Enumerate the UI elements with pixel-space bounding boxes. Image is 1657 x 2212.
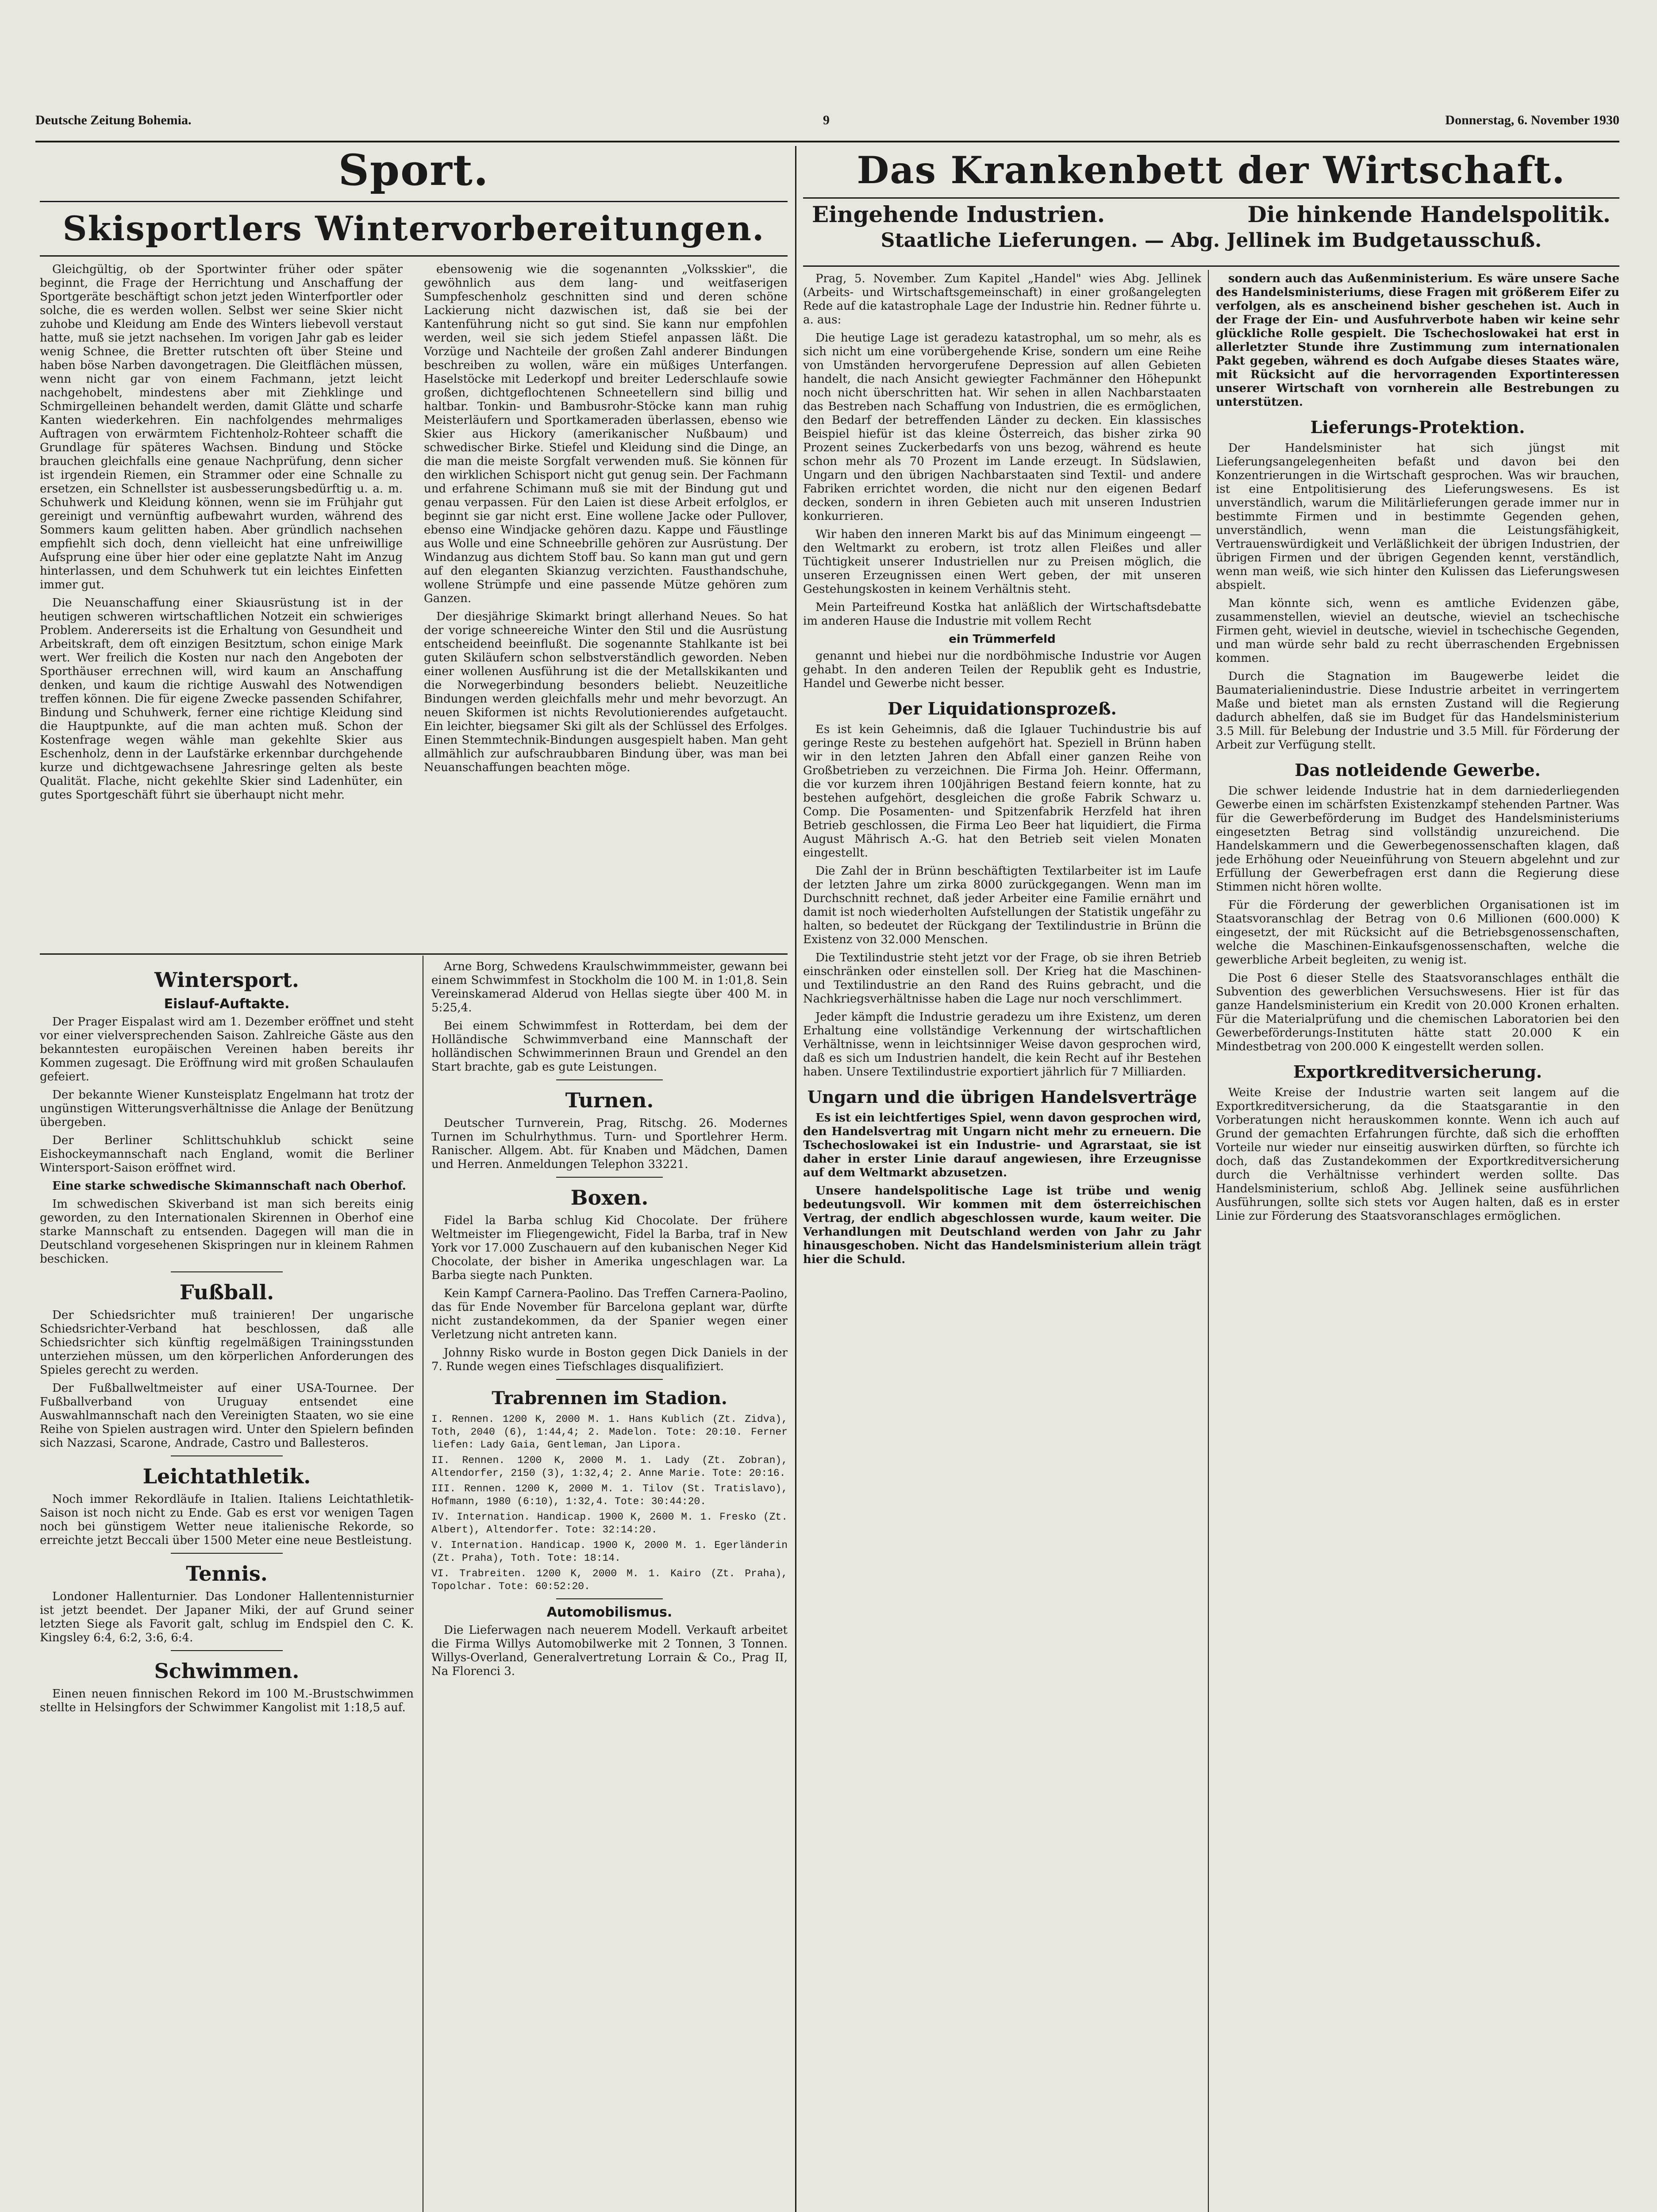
paragraph: Die Textilindustrie steht jetzt vor der Frage, ob sie ihren Betrieb einschränken oder einstellen soll. Der Krieg hat die Maschinen- und Textilindustrie an den Rand des Ruins gebracht, und die Nachkriegsverhältnisse haben die Lage nur noch verschlimmert. <box>803 951 1201 1006</box>
paragraph: Die Post 6 dieser Stelle des Staatsvoranschlages enthält die Subvention des gewerblichen Versuchswesens. Hier ist für das ganze Handelsministerium ein Kredit von 20.000 Kronen erhalten. Für die Materialprüfung und die chemischen Laboratorien bei den Gewerbeförderungs-Instituten hätte statt 20.000 K ein Mindestbetrag von 200.000 K eingestellt werden sollen. <box>1216 972 1619 1053</box>
paragraph: Arne Borg, Schwedens Kraulschwimmmeister, gewann bei einem Schwimmfest in Stockholm die 100 M. in 1:01,8. Sein Vereinskamerad Alderud von Hellas siegte über 400 M. in 5:25,4. <box>431 960 788 1014</box>
gewerbe-subtitle: Das notleidende Gewerbe. <box>1295 760 1541 780</box>
paragraph: Deutscher Turnverein, Prag, Ritschg. 26. Modernes Turnen im Schulrhythmus. Turn- und Sportlehrer Herm. Ranischer. Allgem. Abt. für Knaben und Mädchen, Damen und Herren. Anmeldungen Telephon 33221. <box>431 1117 788 1171</box>
wirtschaft-header-rule <box>803 265 1619 267</box>
column-divider-wirtschaft <box>1208 270 1209 2212</box>
paragraph: Gleichgültig, ob der Sportwinter früher oder später beginnt, die Frage der Herrichtung und Anschaffung der Sportgeräte beschäftigt schon jetzt jeden Winterfportler oder solche, die es werden wollen. Selbst wer seine Skier nicht zuhobe und Kleidung am Ende des Winters liebevoll verstaut hatte, muß sie jetzt nachsehen. Im vorigen Jahr gab es leider wenig Schnee, die Bretter rutschten oft über Steine und haben böse Narben davongetragen. Die Gleitflächen müssen, wenn nicht gar von einem Fachmann, jetzt leicht nachgehobelt, mindestens aber mit Ziehklinge und Schmirgelleinen behandelt werden, damit Glätte und scharfe Kanten wiederkehren. Ein nachfolgendes mehrmaliges Auftragen von erwärmtem Fichtenholz-Rohteer schafft die Grundlage für späteres Wachsen. Bindung und Stöcke brauchen gleichfalls eine genaue Nachprüfung, denn sicher ist irgendein Riemen, ein Strammer oder eine Schnalle zu ersetzen, ein Schnellster ist ausbesserungsbedürftig u. a. m. Schuhwerk und Kleidung können, wenn sie im Frühjahr gut gereinigt und vernünftig aufbewahrt wurden, während des Sommers kaum gelitten haben. Aber gründlich nachsehen empfiehlt sich doch, denn vielleicht hat eine unfreiwillige Aufsprung eine über hier oder eine geplatzte Naht im Anzug hinterlassen, und dem Schuhwerk tut ein leichtes Einfetten immer gut. <box>40 263 403 591</box>
fussball-title: Fußball. <box>179 1280 274 1304</box>
paragraph: Noch immer Rekordläufe in Italien. Italiens Leichtathletik-Saison ist noch nicht zu Ende. Gab es erst vor wenigen Tagen noch bei günstigem Wetter neue italienische Rekorde, so erreichte jetzt Beccali über 1500 Meter eine neue Bestleistung. <box>40 1493 414 1547</box>
race-result-line: VI. Trabreiten. 1200 K, 2000 M. 1. Kairo (Zt. Praha), Topolchar. Tote: 60:52:20. <box>431 1568 788 1592</box>
paragraph: Es ist kein Geheimnis, daß die Iglauer Tuchindustrie bis auf geringe Reste zu bestehen aufgehört hat. Speziell in Brünn haben wir in den letzten Jahren den Abfall einer ganzen Reihe von Großbetrieben zu verzeichnen. Die Firma Joh. Heinr. Offermann, die vor kurzem ihren 100jährigen Bestand feiern konnte, hat zu bestehen aufgehört, desgleichen die große Fabrik Schwarz u. Comp. Die Posamenten- und Spitzenfabrik Herzfeld hat ihren Betrieb geschlossen, die Firma Leo Beer hat liquidiert, die Firma August Mährisch A.-G. hat den Betrieb seit vielen Monaten eingestellt. <box>803 723 1201 860</box>
paragraph: Einen neuen finnischen Rekord im 100 M.-Brustschwimmen stellte in Helsingfors der Schwimmer Kangolist mit 1:18,5 auf. <box>40 1687 414 1714</box>
sport-article-col1 <box>40 263 403 926</box>
liquidation-subtitle: Der Liquidationsprozeß. <box>888 699 1117 718</box>
paragraph: sondern auch das Außenministerium. Es wäre unsere Sache des Handelsministeriums, diese Fragen mit größerem Eifer zu verfolgen, als es anscheinend bisher geschehen ist. Auch in der Frage der Ein- und Ausfuhrverbote haben wir keine sehr glückliche Rolle gespielt. Die Tschechoslowakei hat erst in allerletzter Stunde ihre Zustimmung zum internationalen Pakt gegeben, während es doch Aufgabe dieses Staates wäre, mit Rücksicht auf die hervorragenden Exportinteressen unserer Wirtschaft von vornherein alle Bestrebungen zu unterstützen. <box>1216 272 1619 409</box>
ungarn-subtitle: Ungarn und die übrigen Handelsverträge <box>807 1087 1197 1107</box>
paragraph: Der Berliner Schlittschuhklub schickt seine Eishockeymannschaft nach England, womit die Berliner Wintersport-Saison eröffnet wird. <box>40 1134 414 1175</box>
race-result-line: II. Rennen. 1200 K, 2000 M. 1. Lady (Zt. Zobran), Altendorfer, 2150 (3), 1:32,4; 2. Anne Marie. Tote: 20:16. <box>431 1455 788 1479</box>
paragraph: Kein Kampf Carnera-Paolino. Das Treffen Carnera-Paolino, das für Ende November für Barcelona geplant war, dürfte nicht zustandekommen, da der Spanier wegen einer Verletzung nicht antreten kann. <box>431 1287 788 1341</box>
wirtschaft-right-column <box>1216 272 1619 2212</box>
paragraph: Im schwedischen Skiverband ist man sich bereits einig geworden, zu den Internationalen Skirennen in Oberhof eine starke Mannschaft zu entsenden. Dagegen will man die in Deutschland vorgesehenen Skispringen nur in kleinem Rahmen beschicken. <box>40 1198 414 1266</box>
tennis-title: Tennis. <box>186 1562 268 1586</box>
header-rule <box>35 141 1619 142</box>
wirtschaft-header <box>803 146 1619 270</box>
paragraph: Bei einem Schwimmfest in Rotterdam, bei dem der Holländische Schwimmverband eine Mannschaft der holländischen Schwimmerinnen Braun und Grendel an den Start brachte, gab es gute Leistungen. <box>431 1019 788 1074</box>
sport-article-rule <box>40 953 788 955</box>
truemmerfeld-phrase: ein Trümmerfeld <box>949 633 1056 646</box>
paragraph: Prag, 5. November. Zum Kapitel „Handel" wies Abg. Jellinek (Arbeits- und Wirtschaftsgemeinschaft) in einer großangelegten Rede auf die katastrophale Lage der Industrie hin. Redner führte u. a. aus: <box>803 272 1201 326</box>
boxen-title: Boxen. <box>570 1186 649 1210</box>
wirtschaft-section-title: Das Krankenbett der Wirtschaft. <box>857 148 1566 192</box>
paragraph: Es ist ein leichtfertiges Spiel, wenn davon gesprochen wird, den Handelsvertrag mit Ungarn nicht mehr zu erneuern. Die Tschechoslowakei ist ein Industrie- und Agrarstaat, sie ist daher in erster Linie darauf angewiesen, ihre Erzeugnisse auf dem Weltmarkt abzusetzen. <box>803 1111 1201 1179</box>
turnen-title: Turnen. <box>565 1088 654 1112</box>
eislauf-subtitle: Eislauf-Auftakte. <box>164 996 290 1012</box>
paragraph: Durch die Stagnation im Baugewerbe leidet die Baumaterialienindustrie. Diese Industrie arbeitet in verringertem Maße und bietet man als ernsten Zustand will die Regierung dadurch abhelfen, daß sie im Budget für das Handelsministerium 3.5 Mill. für Belebung der Industrie und 3.5 Mill. für Förderung der Arbeit zur Verfügung stellt. <box>1216 670 1619 752</box>
sport-article-col2 <box>424 263 788 926</box>
date-line: Donnerstag, 6. November 1930 <box>1445 113 1619 127</box>
sport-main-headline: Skisportlers Wintervorbereitungen. <box>62 209 765 248</box>
paragraph: Die heutige Lage ist geradezu katastrophal, um so mehr, als es sich nicht um eine vorübergehende Krise, sondern um eine Reihe von Umständen hervorgerufene Depression auf allen Gebieten handelt, die nach Ansicht gewiegter Fachmänner den Höhepunkt noch nicht überschritten hat. Wir sehen in allen Nachbarstaaten das Bestreben nach Schaffung von Industrien, die es ermöglichen, den Bedarf der betreffenden Länder zu decken. Ein klassisches Beispiel hiefür ist das kleine Österreich, das bisher zirka 90 Prozent seines Zuckerbedarfs von uns bezog, während es heute schon mehr als 70 Prozent im Lande erzeugt. In Südslawien, Ungarn und den übrigen Nachbarstaaten sind Textil- und andere Fabriken errichtet worden, die nicht nur den eigenen Bedarf decken, sondern in ihren Gebieten auch mit unseren Industrien konkurrieren. <box>803 331 1201 523</box>
paragraph: Der diesjährige Skimarkt bringt allerhand Neues. So hat der vorige schneereiche Winter den Stil und die Ausrüstung entscheidend beeinflußt. Die sogenannte Stahlkante ist bei guten Skiläufern schon selbstverständlich geworden. Neben einer wollenen Ausführung ist die der Metallskikanten und die Norwegerbindung besonders beliebt. Neuzeitliche Bindungen werden gleichfalls mehr und mehr bevorzugt. An neuen Skiformen ist nichts Revolutionierendes aufgetaucht. Ein leichter, biegsamer Ski gilt als der Schlüssel des Erfolges. Einen Stemmtechnik-Bindungen ausgespielt haben. Man geht allmählich zur aufschraubbaren Bindung über, was man bei Neuanschaffungen beachten möge. <box>424 610 788 774</box>
ski-subtitle: Eine starke schwedische Skimannschaft nach Oberhof. <box>52 1179 406 1193</box>
paragraph: Wir haben den inneren Markt bis auf das Minimum eingeengt — den Weltmarkt zu erobern, ist trotz allen Fleißes und aller Tüchtigkeit unserer Industriellen nur zu Preisen möglich, die unseren Erzeugnissen einen Wert geben, der mit unseren Gestehungskosten in keinem Verhältnis steht. <box>803 528 1201 596</box>
divider <box>171 1650 283 1651</box>
paragraph: Londoner Hallenturnier. Das Londoner Hallentennisturnier ist jetzt beendet. Der Japaner Miki, der auf Grund seiner letzten Siege als Favorit galt, schlug im Endspiel den C. K. Kingsley 6:4, 6:2, 3:6, 6:4. <box>40 1590 414 1644</box>
sport-title-rule <box>40 201 788 202</box>
export-subtitle: Exportkreditversicherung. <box>1293 1062 1542 1082</box>
divider <box>556 1177 663 1178</box>
page-number: 9 <box>823 113 830 127</box>
race-result-line: V. Internation. Handicap. 1900 K, 2000 M. 1. Egerländerin (Zt. Praha), Toth. Tote: 18:14. <box>431 1540 788 1564</box>
divider <box>171 1553 283 1554</box>
wirtschaft-headline-right: Die hinkende Handelspolitik. <box>1247 201 1611 227</box>
paragraph: Der Prager Eispalast wird am 1. Dezember eröffnet und steht vor einer vielversprechenden Saison. Zahlreiche Gäste aus den bekanntesten europäischen Vereinen haben bereits ihr Kommen zugesagt. Die Eröffnung wird mit großen Schaulaufen gefeiert. <box>40 1015 414 1083</box>
divider <box>171 1455 283 1456</box>
paragraph: Die Zahl der in Brünn beschäftigten Textilarbeiter ist im Laufe der letzten Jahre um zirka 8000 zurückgegangen. Wenn man im Durchschnitt rechnet, daß jeder Arbeiter eine Familie ernährt und damit ist noch wiederholten Aufstellungen der Statistik ungefähr zu halten, so bedeutet der Rückgang der Textilindustrie in Brünn die Existenz von 32.000 Menschen. <box>803 864 1201 946</box>
sport-headline-rule <box>40 255 788 257</box>
masthead: Deutsche Zeitung Bohemia. <box>35 113 192 127</box>
wirtschaft-left-column <box>803 272 1201 2212</box>
paragraph: Der Fußballweltmeister auf einer USA-Tournee. Der Fußballverband von Uruguay entsendet eine Auswahlmannschaft nach den Vereinigten Staaten, wo sie eine Reihe von Spielen austragen wird. Unter den Spielern befinden sich Nazzasi, Scarone, Andrade, Castro und Ballesteros. <box>40 1382 414 1450</box>
sport-right-column <box>431 960 788 2212</box>
sport-left-column <box>40 960 414 2212</box>
lieferungs-subtitle: Lieferungs-Protektion. <box>1310 417 1525 437</box>
paragraph: Fidel la Barba schlug Kid Chocolate. Der frühere Weltmeister im Fliegengewicht, Fidel la Barba, traf in New York vor 17.000 Zuschauern auf den kubanischen Neger Kid Chocolate, der bisher in Amerika ungeschlagen war. La Barba siegte nach Punkten. <box>431 1214 788 1282</box>
paragraph: Der Handelsminister hat sich jüngst mit Lieferungsangelegenheiten befaßt und davon bei den Konzentrierungen in die Wirtschaft gesprochen. Was wir brauchen, ist eine Entpolitisierung des Lieferungswesens. Es ist unverständlich, warum die Militärlieferungen gerade immer nur in bestimmte Firmen und in bestimmte Gegenden gehen, unverständlich, wenn man die Leistungsfähigkeit, Vertrauenswürdigkeit und Verläßlichkeit der übrigen Industrien, der übrigen Firmen und der übrigen Gegenden kennt, verständlich, wenn man weiß, wie sich hinter den Kulissen das Lieferungswesen abspielt. <box>1216 442 1619 592</box>
paragraph: Der Schiedsrichter muß trainieren! Der ungarische Schiedsrichter-Verband hat beschlossen, daß alle Schiedsrichter sich künftig regelmäßigen Trainingsstunden unterziehen müssen, um den körperlichen Anforderungen des Spieles gerecht zu werden. <box>40 1309 414 1377</box>
divider <box>556 1079 663 1080</box>
race-result-line: IV. Internation. Handicap. 1900 K, 2600 M. 1. Fresko (Zt. Albert), Altendorfer. Tote: 32:14:20. <box>431 1511 788 1536</box>
paragraph: genannt und hiebei nur die nordböhmische Industrie vor Augen gehabt. In den anderen Teilen der Republik geht es Industrie, Handel und Gewerbe nicht besser. <box>803 649 1201 690</box>
wirtschaft-headline-left: Eingehende Industrien. <box>812 201 1105 227</box>
paragraph: Die schwer leidende Industrie hat in dem darniederliegenden Gewerbe einen im schärfsten Existenzkampf stehenden Partner. Was für die Gewerbeförderung im Budget des Handelsministeriums eingesetzten Betrag sind vollständig unzureichend. Die Handelskammern und die Gewerbegenossenschaften klagen, daß jede Erhöhung oder Neueinführung von Steuern abgelehnt und zur Erfüllung der Gewerbefragen erst dann die Regierung diese Stimmen nicht hören wollte. <box>1216 784 1619 894</box>
column-divider-main <box>795 146 796 2212</box>
paragraph: Die Lieferwagen nach neuerem Modell. Verkauft arbeitet die Firma Willys Automobilwerke mit 2 Tonnen, 3 Tonnen. Willys-Overland, Generalvertretung Lorrain & Co., Prag II, Na Florenci 3. <box>431 1624 788 1678</box>
wirtschaft-headline-line2: Staatliche Lieferungen. — Abg. Jellinek im Budgetausschuß. <box>880 229 1542 252</box>
paragraph: Die Neuanschaffung einer Skiausrüstung ist in der heutigen schweren wirtschaftlichen Notzeit ein schwieriges Problem. Andererseits ist die Erhaltung von Gesundheit und Arbeitskraft, dem oft einzigen Besitztum, schon einige Mark wert. Wer freilich die Kosten nur nach den Angeboten der Sporthäuser errechnen will, wird kaum an Anschaffung denken, und kaum die richtige Auswahl des Notwendigen treffen können. Die für eigene Zwecke passenden Schifahrer, Bindung und Schuhwerk, ferner eine richtige Kleidung sind die Hauptpunkte, auf die man achten muß. Schon der Kostenfrage wegen wähle man gekehlte Skier aus Eschenholz, denn in der Laufstärke erkennbar durchgehende kurze und dichtgewachsene Jahresringe gelten als beste Qualität. Flache, nicht gekehlte Skier sind Ladenhüter, ein gutes Sportgeschäft führt sie überhaupt nicht mehr. <box>40 596 403 802</box>
sport-section-title: Sport. <box>338 146 489 195</box>
divider <box>556 1379 663 1380</box>
trabrennen-title: Trabrennen im Stadion. <box>492 1388 727 1409</box>
paragraph: Mein Parteifreund Kostka hat anläßlich der Wirtschaftsdebatte im anderen Hause die Industrie mit vollem Recht <box>803 601 1201 628</box>
paragraph: Der bekannte Wiener Kunsteisplatz Engelmann hat trotz der ungünstigen Witterungsverhältnisse die Anlage der Benützung übergeben. <box>40 1088 414 1129</box>
automobil-title: Automobilismus. <box>546 1605 673 1620</box>
paragraph: Für die Förderung der gewerblichen Organisationen ist im Staatsvoranschlag der Betrag von 0.6 Millionen (600.000) K eingesetzt, der mit Rücksicht auf die Betriebsgenossenschaften, welche die Maschinen-Einkaufsgenossenschaften, welche die gewerbliche Arbeit begleiten, zu wenig ist. <box>1216 899 1619 967</box>
divider <box>171 1271 283 1272</box>
schwimmen-title: Schwimmen. <box>154 1659 300 1683</box>
sport-section <box>40 146 788 956</box>
paragraph: Jeder kämpft die Industrie geradezu um ihre Existenz, um deren Erhaltung eine vollständige Verkennung der wirtschaftlichen Verhältnisse, wenn in leichtsinniger Weise davon gesprochen wird, daß es sich um Industrien handelt, die kein Recht auf ihr Bestehen haben. Unsere Textilindustrie exportiert jährlich für 7 Milliarden. <box>803 1010 1201 1079</box>
wirtschaft-title-rule <box>803 197 1619 199</box>
divider <box>556 1598 663 1599</box>
paragraph: Unsere handelspolitische Lage ist trübe und wenig bedeutungsvoll. Wir kommen mit dem österreichischen Vertrag, der endlich abgeschlossen wurde, kaum weiter. Die Verhandlungen mit Deutschland werden von Jahr zu Jahr hinausgeschoben. Nicht das Handelsministerium allein trägt hier die Schuld. <box>803 1184 1201 1266</box>
race-result-line: III. Rennen. 1200 K, 2000 M. 1. Tilov (St. Tratislavo), Hofmann, 1980 (6:10), 1:32,4. Tote: 30:44:20. <box>431 1483 788 1507</box>
paragraph: Johnny Risko wurde in Boston gegen Dick Daniels in der 7. Runde wegen eines Tiefschlages disqualifiziert. <box>431 1346 788 1373</box>
race-result-line: I. Rennen. 1200 K, 2000 M. 1. Hans Kublich (Zt. Zidva), Toth, 2040 (6), 1:44,4; 2. Madelon. Tote: 20:10. Ferner liefen: Lady Gaia, Gentleman, Jan Lipora. <box>431 1413 788 1451</box>
paragraph: Man könnte sich, wenn es amtliche Evidenzen gäbe, zusammenstellen, wieviel an deutsche, wieviel an tschechische Firmen geht, wieviel in deutsche, wieviel in tschechische Gegenden, und man würde sehr bald zu recht überraschenden Ergebnissen kommen. <box>1216 597 1619 665</box>
leichtathletik-title: Leichtathletik. <box>142 1464 311 1488</box>
wintersport-title: Wintersport. <box>154 968 299 992</box>
paragraph: ebensowenig wie die sogenannten „Volksskier", die gewöhnlich aus dem lang- und weitfaserigen Sumpfeschenholz geschnitten sind und deren schöne Lackierung nicht dazwischen ist, daß sie bei der Kantenführung nicht so gut sind. Sie kann nur empfohlen werden, weil sie sich jedem Stiefel anpassen läßt. Die Vorzüge und Nachteile der großen Zahl anderer Bindungen beschreiben zu wollen, wäre ein müßiges Unterfangen. Haselstöcke mit Lederkopf und breiter Lederschlaufe sowie großen, dichtgeflochtenen Schneetellern sind billig und haltbar. Tonkin- und Bambusrohr-Stöcke kann man ruhig Meisterläufern und Sportkameraden überlassen, ebenso wie Skier aus Hickory (amerikanischer Nußbaum) und schwedischer Birke. Stiefel und Kleidung sind die Dinge, an die man die meiste Sorgfalt verwenden muß. Sie können für den wirklichen Schisport nicht gut genug sein. Der Fachmann und erfahrene Schimann muß sie mit der Bindung gut und genau verpassen. Für den Laien ist diese Arbeit erfolglos, er beginnt sie gar nicht erst. Eine wollene Jacke oder Pullover, ebenso eine Windjacke gehören dazu. Kappe und Fäustlinge aus Wolle und eine Schneebrille gehören zur Ausrüstung. Der Windanzug aus dichtem Stoff bau. So kann man gut und gern auf den eleganten Skianzug verzichten. Fausthandschuhe, wollene Strümpfe und eine passende Mütze gehören zum Ganzen. <box>424 263 788 605</box>
paragraph: Weite Kreise der Industrie warten seit langem auf die Exportkreditversicherung, da die Staatsgarantie in den Vorberatungen nicht herauskommen konnte. Wenn ich auch auf Grund der gemachten Erfahrungen fürchte, daß sich die erhofften Vorteile nur wieder nur einseitig auswirken dürften, so fürchte ich doch, daß das Zustandekommen der Exportkreditversicherung durch die Verhältnisse verhindert werden sollte. Das Handelsministerium, schloß Abg. Jellinek seine ausführlichen Ausführungen, sollte sich stets vor Augen halten, daß es in erster Linie zur Förderung des Staatsvoranschlages ermöglichen. <box>1216 1086 1619 1223</box>
